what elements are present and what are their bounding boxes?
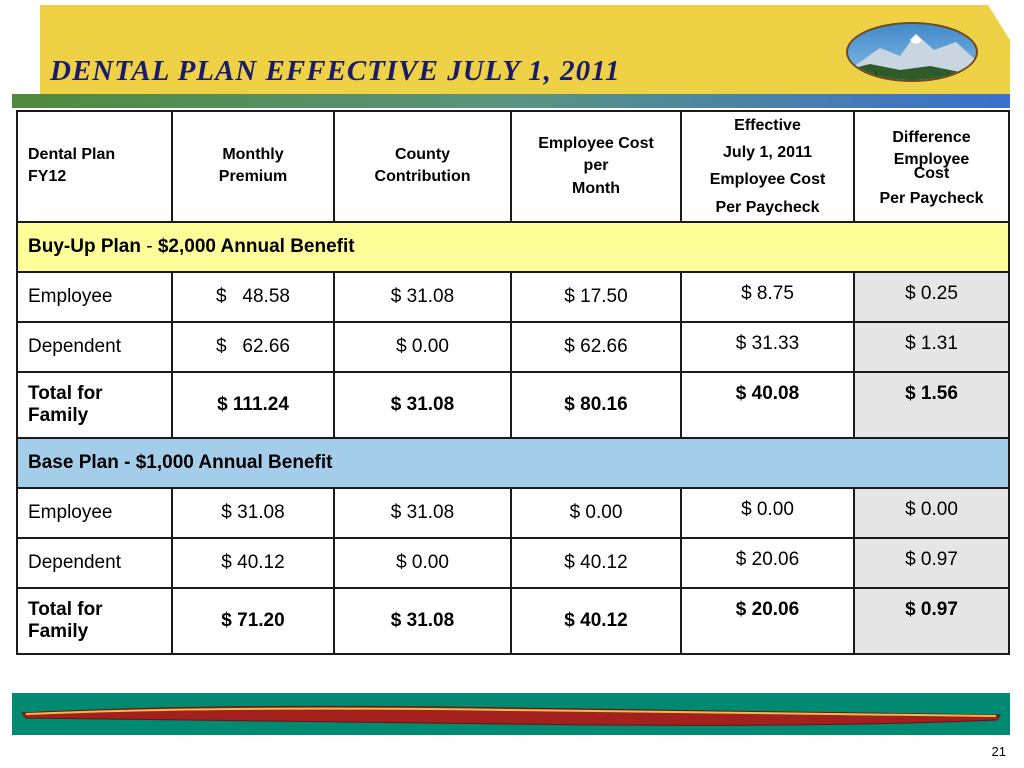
employee-cost-month-cell: $ 62.66	[511, 322, 681, 372]
header-line: Employee	[893, 151, 970, 169]
employee-cost-month-cell: $ 40.12	[511, 538, 681, 588]
footer-banner	[12, 693, 1010, 735]
header-line: Cost	[913, 164, 950, 182]
employee-cost-paycheck-cell: $ 40.08	[681, 372, 854, 438]
banner-stripe	[12, 94, 1010, 108]
row-label: Dependent	[17, 322, 172, 372]
header-line: Per Paycheck	[879, 189, 984, 207]
employee-cost-month-cell: $ 0.00	[511, 488, 681, 538]
header-line: Employee Cost	[538, 134, 654, 152]
header-line: Employee Cost	[709, 171, 826, 189]
header-line: Month	[572, 179, 620, 197]
difference-cell: $ 0.97	[854, 538, 1009, 588]
monthly-premium-cell: $ 48.58	[172, 272, 334, 322]
buyup-plan-heading	[17, 222, 1009, 272]
county-contribution-cell: $ 31.08	[334, 272, 511, 322]
county-contribution-cell: $ 31.08	[334, 588, 511, 654]
employee-cost-paycheck-cell: $ 20.06	[681, 588, 854, 654]
difference-cell: $ 0.00	[854, 488, 1009, 538]
county-contribution-cell: $ 31.08	[334, 488, 511, 538]
header-employee-cost-per-month	[511, 111, 681, 222]
header-monthly-premium	[172, 111, 334, 222]
difference-cell: $ 1.31	[854, 322, 1009, 372]
table-row	[17, 538, 1009, 588]
base-plan-heading: Base Plan - $1,000 Annual Benefit	[17, 438, 1009, 488]
monthly-premium-cell: $ 62.66	[172, 322, 334, 372]
header-difference-per-paycheck	[854, 111, 1009, 222]
page-title: DENTAL PLAN EFFECTIVE JULY 1, 2011	[50, 55, 621, 87]
header-line: Per Paycheck	[715, 198, 820, 216]
header-line: FY12	[28, 168, 67, 186]
monthly-premium-cell: $ 71.20	[172, 588, 334, 654]
header-line: Effective	[734, 117, 801, 134]
table-header-row	[17, 111, 1009, 222]
employee-cost-month-cell: $ 80.16	[511, 372, 681, 438]
difference-cell: $ 0.97	[854, 588, 1009, 654]
difference-cell: $ 0.25	[854, 272, 1009, 322]
header-line: County	[394, 145, 451, 163]
header-county-contribution	[334, 111, 511, 222]
page-number: 21	[991, 744, 1006, 759]
row-label: Total for Family	[17, 588, 172, 654]
row-label: Total for Family	[17, 372, 172, 438]
county-contribution-cell: $ 0.00	[334, 538, 511, 588]
header-line: Dental Plan	[28, 145, 116, 163]
header-dental-plan	[17, 111, 172, 222]
header-line: Premium	[218, 168, 288, 186]
header-line: July 1, 2011	[723, 144, 812, 162]
employee-cost-paycheck-cell: $ 31.33	[681, 322, 854, 372]
row-label: Dependent	[17, 538, 172, 588]
employee-cost-paycheck-cell: $ 20.06	[681, 538, 854, 588]
header-line: per	[583, 157, 609, 175]
buyup-plan-section-row	[17, 222, 1009, 272]
buyup-benefit: $2,000 Annual Benefit	[157, 235, 355, 257]
row-label: Employee	[17, 272, 172, 322]
dental-plan-table	[16, 110, 1010, 655]
header-line: Contribution	[374, 168, 471, 186]
header-effective-cost-per-paycheck	[681, 111, 854, 222]
header-line: Difference	[892, 128, 971, 146]
table-row	[17, 488, 1009, 538]
county-contribution-cell: $ 31.08	[334, 372, 511, 438]
county-contribution-cell: $ 0.00	[334, 322, 511, 372]
employee-cost-month-cell: $ 40.12	[511, 588, 681, 654]
header-line: Monthly	[222, 145, 284, 163]
table-row	[17, 272, 1009, 322]
table-row	[17, 322, 1009, 372]
buyup-plan-name: Buy-Up Plan	[28, 235, 141, 257]
buyup-separator: -	[146, 235, 153, 257]
base-plan-section-row	[17, 438, 1009, 488]
monthly-premium-cell: $ 31.08	[172, 488, 334, 538]
dental-plan-table-container	[16, 110, 1008, 654]
total-row	[17, 372, 1009, 438]
row-label: Employee	[17, 488, 172, 538]
difference-cell: $ 1.56	[854, 372, 1009, 438]
monthly-premium-cell: $ 111.24	[172, 372, 334, 438]
monthly-premium-cell: $ 40.12	[172, 538, 334, 588]
employee-cost-paycheck-cell: $ 8.75	[681, 272, 854, 322]
employee-cost-paycheck-cell: $ 0.00	[681, 488, 854, 538]
employee-cost-month-cell: $ 17.50	[511, 272, 681, 322]
total-row	[17, 588, 1009, 654]
